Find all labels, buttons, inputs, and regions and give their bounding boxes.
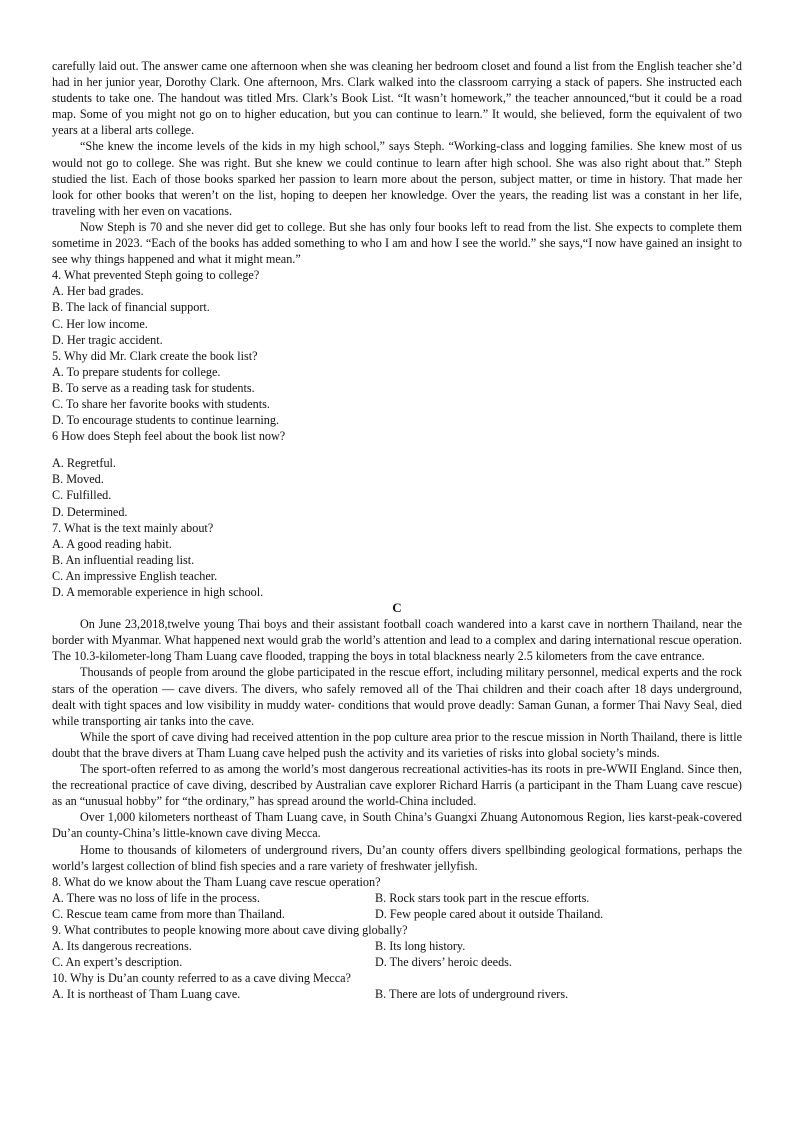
passage-b-paragraph: carefully laid out. The answer came one afternoon when she was cleaning her bedroom closet and found a list from the English teacher she’d had in her junior year, Dorothy Clark. One afternoon, Mrs. Clark walked into the classroom carrying a stack of papers. She instructed each students to take one. The handout was titled Mrs. Clark’s Book List. “It wasn’t homework,” the teacher announced,“but it could be a road map. Some of you might not go on to higher education, but you can continue to learn.” It would, she believed, form the equivalent of two years at a liberal arts college. <box>52 59 742 138</box>
question-text: 8. What do we know about the Tham Luang cave rescue operation? <box>52 874 381 889</box>
option-a: A. A good reading habit. <box>52 536 172 551</box>
question-text: 10. Why is Du’an county referred to as a cave diving Mecca? <box>52 971 351 986</box>
option-a: A. Its dangerous recreations. <box>52 939 192 954</box>
question-8 <box>52 874 742 922</box>
passage-c-paragraph: The sport-often referred to as among the world’s most dangerous recreational activities-has its roots in pre-WWII England. Since then, the recreational practice of cave diving, described by Australian cave explorer Richard Harris (a participant in the Tham Luang cave rescue) as an “unusual hobby” for “the ordinary,” has spread around the world-China included. <box>52 762 742 809</box>
passage-c-paragraph: Thousands of people from around the globe participated in the rescue effort, including military personnel, medical experts and the rock stars of the operation — cave divers. The divers, who safely removed all of the Thai children and their coach after 18 days underground, dealt with tight spaces and low visibility in muddy water- conditions that would prove deadly: Saman Gunan, a former Thai Navy Seal, died while transporting air tanks into the cave. <box>52 665 742 728</box>
option-d: D. A memorable experience in high school. <box>52 585 264 599</box>
option-b: B. Moved. <box>52 472 104 487</box>
passage-b-paragraph: “She knew the income levels of the kids in my high school,” says Steph. “Working-class and logging families. She knew most of us would not go to college. She was right. But she knew we could continue to learn after high school. She was also right about that.” Steph studied the list. Each of those books sparked her passion to learn more about the person, subject matter, or time in history. That made her look for other books that weren’t on the list, hoping to deepen her knowledge. Over the years, the reading list was a constant in her life, traveling with her even on vacations. <box>52 139 742 218</box>
question-4 <box>52 267 742 347</box>
question-9 <box>52 922 742 970</box>
option-a: A. There was no loss of life in the process. <box>52 890 260 905</box>
option-b: B. To serve as a reading task for students. <box>52 380 255 395</box>
option-c: C. An expert’s description. <box>52 955 183 970</box>
option-d: D. Her tragic accident. <box>52 332 163 347</box>
question-text: 9. What contributes to people knowing more about cave diving globally? <box>52 922 408 937</box>
section-heading: C <box>392 600 402 616</box>
option-row <box>52 938 742 954</box>
blank-gap <box>52 444 742 455</box>
question-10 <box>52 970 742 1002</box>
exam-page <box>52 58 742 1002</box>
passage-c-paragraph: While the sport of cave diving had received attention in the pop culture area prior to the rescue mission in North Thailand, there is little doubt that the brave divers at Tham Luang cave helped push the activity and its varieties of risks into global society’s minds. <box>52 729 742 760</box>
option-b: B. The lack of financial support. <box>52 300 210 315</box>
option-a: A. To prepare students for college. <box>52 364 221 379</box>
question-text: 4. What prevented Steph going to college? <box>52 268 260 283</box>
passage-c-paragraph: Home to thousands of kilometers of underground rivers, Du’an county offers divers spellbinding geological formations, perhaps the world’s largest collection of blind fish species and a rare variety of freshwater jellyfish. <box>52 842 742 873</box>
question-text: 5. Why did Mr. Clark create the book list? <box>52 348 258 363</box>
option-row <box>52 954 742 970</box>
passage-b-paragraph: Now Steph is 70 and she never did get to college. But she has only four books left to read from the list. She expects to complete them sometime in 2023. “Each of the books has added something to who I am and how I see the world.” she says,“I now have gained an insight to see why things happened and what it might mean.” <box>52 219 742 267</box>
option-row <box>52 906 742 922</box>
option-c: C. An impressive English teacher. <box>52 568 218 583</box>
option-b: B. There are lots of underground rivers. <box>375 987 569 1002</box>
question-5 <box>52 348 742 428</box>
question-6 <box>52 428 742 519</box>
option-b: B. An influential reading list. <box>52 552 195 567</box>
option-c: C. To share her favorite books with students. <box>52 396 270 411</box>
option-a: A. Her bad grades. <box>52 284 144 299</box>
option-c: C. Rescue team came from more than Thailand. <box>52 906 285 921</box>
option-row <box>52 890 742 906</box>
option-b: B. Its long history. <box>375 939 466 954</box>
option-c: C. Her low income. <box>52 316 148 331</box>
option-a: A. It is northeast of Tham Luang cave. <box>52 987 241 1002</box>
option-d: D. Few people cared about it outside Thailand. <box>375 906 604 921</box>
passage-c-paragraph: On June 23,2018,twelve young Thai boys and their assistant football coach wandered into a karst cave in northern Thailand, near the border with Myanmar. What happened next would grab the world’s attention and lead to a complex and daring international rescue operation. The 10.3-kilometer-long Tham Luang cave flooded, trapping the boys in total blackness nearly 2.5 kilometers from the cave entrance. <box>52 617 742 664</box>
question-7 <box>52 520 742 600</box>
option-d: D. Determined. <box>52 504 128 519</box>
question-text: 7. What is the text mainly about? <box>52 520 214 535</box>
question-text: 6 How does Steph feel about the book list now? <box>52 429 286 444</box>
option-b: B. Rock stars took part in the rescue efforts. <box>375 890 590 905</box>
option-d: D. The divers’ heroic deeds. <box>375 955 512 970</box>
option-d: D. To encourage students to continue learning. <box>52 413 280 428</box>
option-row <box>52 986 742 1002</box>
option-c: C. Fulfilled. <box>52 488 112 503</box>
passage-c-paragraph: Over 1,000 kilometers northeast of Tham Luang cave, in South China’s Guangxi Zhuang Autonomous Region, lies karst-peak-covered Du’an county-China’s little-known cave diving Mecca. <box>52 810 742 841</box>
option-a: A. Regretful. <box>52 456 116 471</box>
